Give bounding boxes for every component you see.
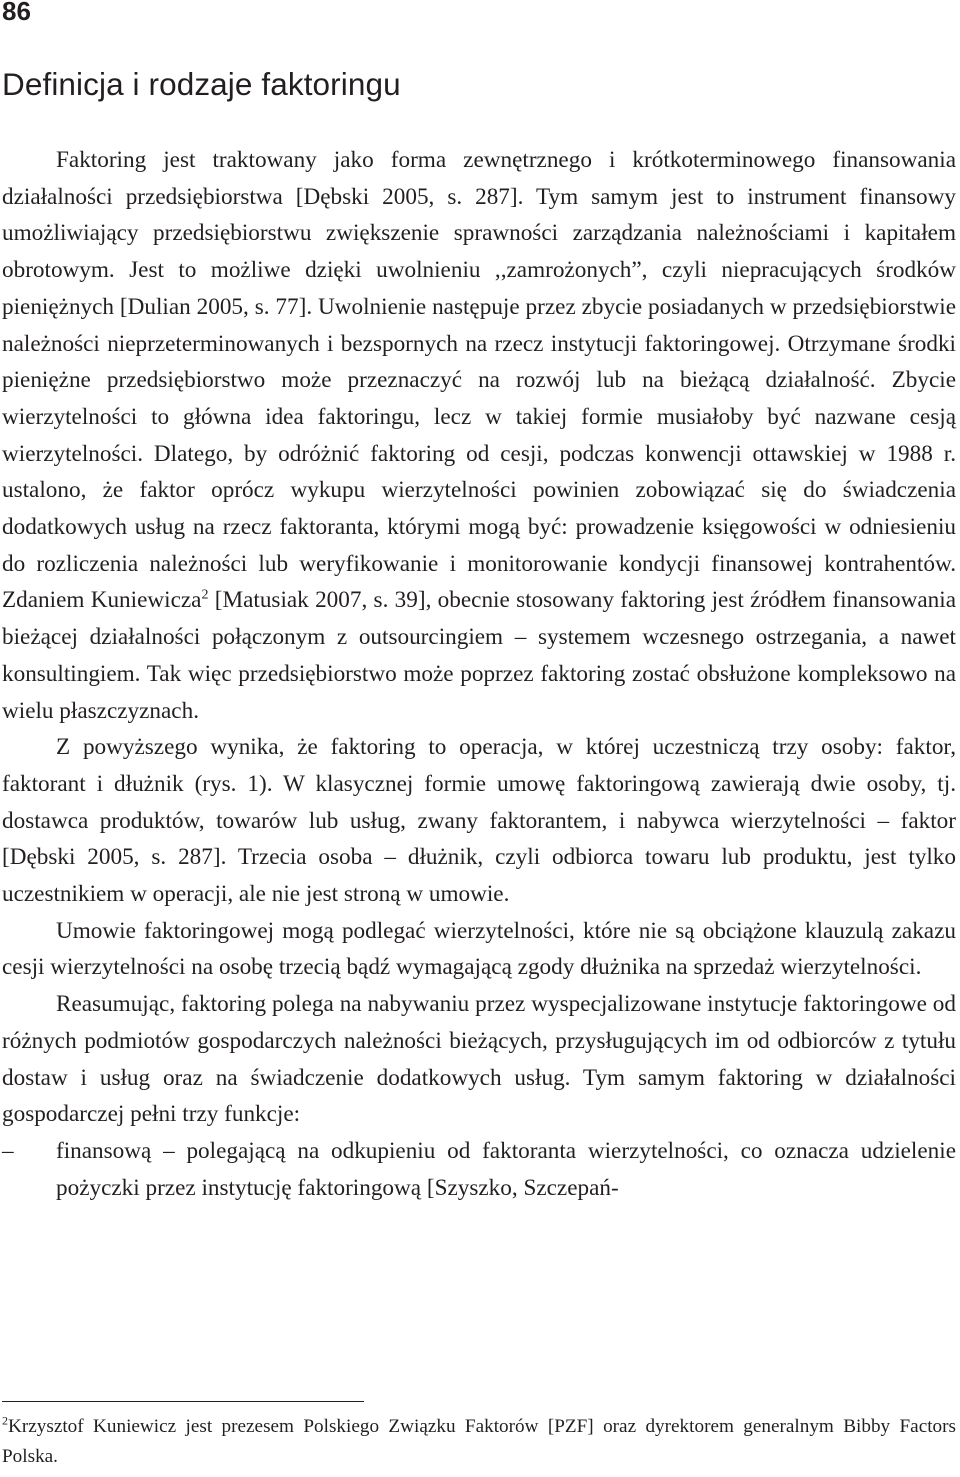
list-dash-marker: – bbox=[2, 1137, 14, 1164]
paragraph-1-continuation: [Matusiak 2007, s. 39], obecnie stosowany faktoring jest źródłem finansowania bieżącej działalności połączonym z outsourcingiem – systemem wczesnego ostrzegania, a nawet konsultingiem. Tak więc przedsiębiorstwo może poprzez faktoring zostać obsłużone kompleksowo na wielu płaszczyznach. bbox=[2, 587, 956, 724]
paragraph-1-text: Faktoring jest traktowany jako forma zewnętrznego i krótkoterminowego finansowania działalności przedsiębiorstwa [Dębski 2005, s. 287]. Tym samym jest to instrument finansowy umożliwiający przedsiębiorstwu zwiększenie sprawności zarządzania należnościami i kapitałem obrotowym. Jest to możliwe dzięki uwolnieniu ,,zamrożonych”, czyli niepracujących środków pieniężnych [Dulian 2005, s. 77]. Uwolnienie następuje przez zbycie posiadanych w przedsiębiorstwie należności nieprzeterminowanych i bezspornych na rzecz instytucji faktoringowej. Otrzymane środki pieniężne przedsiębiorstwo może przeznaczyć na rozwój lub na bieżącą działalność. Zbycie wierzytelności to główna idea faktoringu, lecz w takiej formie musiałoby być nazwane cesją wierzytelności. Dlatego, by odróżnić faktoring od cesji, podczas konwencji ottawskiej w 1988 r. ustalono, że faktor oprócz wykupu wierzytelności powinien zobowiązać się do świadczenia dodatkowych usług na rzecz faktoranta, którymi mogą być: prowadzenie księgowości w odniesieniu do rozliczenia należności lub weryfikowanie i monitorowanie kondycji finansowej kontrahentów. Zdaniem Kuniewicza bbox=[2, 147, 956, 614]
paragraph-1 bbox=[2, 142, 956, 729]
list-item-financial-function bbox=[2, 1133, 956, 1206]
paragraph-3: Umowie faktoringowej mogą podlegać wierzytelności, które nie są obciążone klauzulą zakazu cesji wierzytelności na osobę trzecią bądź wymagającą zgody dłużnika na sprzedaż wierzytelności. bbox=[2, 917, 956, 981]
list-item-text: finansową – polegającą na odkupieniu od faktoranta wierzytelności, co oznacza udzielenie pożyczki przez instytucję faktoringową [Szyszko, Szczepań- bbox=[56, 1137, 956, 1201]
paragraph-2: Z powyższego wynika, że faktoring to operacja, w której uczestniczą trzy osoby: faktor, faktorant i dłużnik (rys. 1). W klasycznej formie umowę faktoringową zawierają dwie osoby, tj. dostawca produktów, towarów lub usług, zwany faktorantem, i nabywca wierzytelności – faktor [Dębski 2005, s. 287]. Trzecia osoba – dłużnik, czyli odbiorca towaru lub produktu, jest tylko uczestnikiem w operacji, ale nie jest stroną w umowie. bbox=[2, 734, 956, 908]
body-text bbox=[2, 142, 956, 1206]
footnote-text: Krzysztof Kuniewicz jest prezesem Polskiego Związku Faktorów [PZF] oraz dyrektorem generalnym Bibby Factors Polska. bbox=[2, 1416, 956, 1467]
section-heading: Definicja i rodzaje faktoringu bbox=[2, 66, 401, 102]
footnote-reference[interactable]: 2 bbox=[201, 587, 209, 603]
footnote bbox=[2, 1412, 956, 1472]
paragraph-4: Reasumując, faktoring polega na nabywaniu przez wyspecjalizowane instytucje faktoringowe od różnych podmiotów gospodarczych należności bieżących, przysługujących im od odbiorców z tytułu dostaw i usług oraz na świadczenie dodatkowych usług. Tym samym faktoring w działalności gospodarczej pełni trzy funkcje: bbox=[2, 991, 956, 1128]
footnote-separator bbox=[2, 1401, 364, 1402]
page-number: 86 bbox=[2, 0, 31, 26]
footnote-marker: 2 bbox=[2, 1413, 8, 1428]
